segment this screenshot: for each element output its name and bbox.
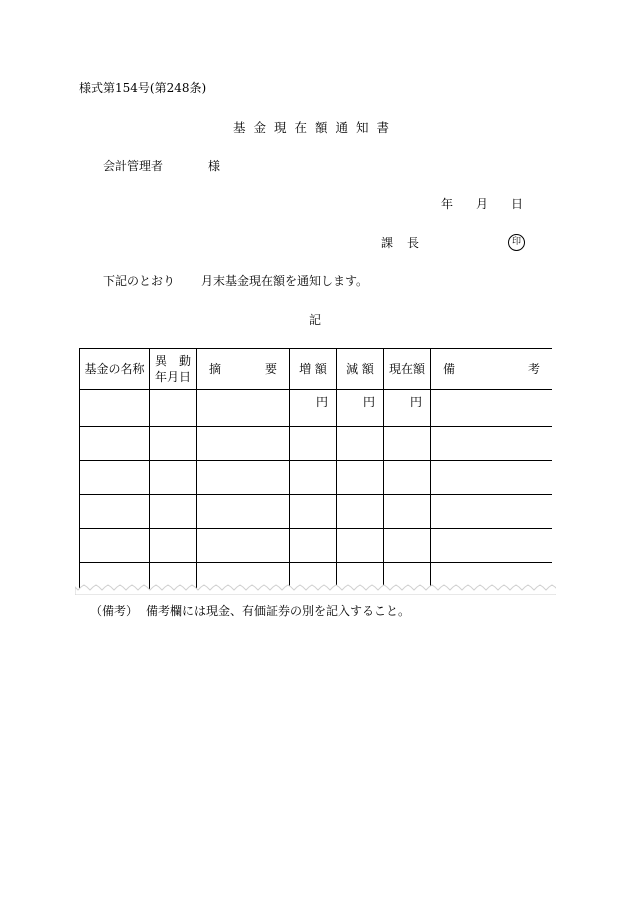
date-day: 日	[511, 197, 524, 211]
footnote-label: （備考）	[90, 604, 139, 618]
header-change-date	[150, 349, 197, 390]
form-number: 様式第154号(第248条)	[79, 81, 207, 95]
table-row	[80, 427, 553, 461]
table-header-row	[80, 349, 553, 390]
table-cell	[80, 495, 150, 529]
date-line	[441, 198, 523, 210]
table-cell	[431, 461, 553, 495]
table-cell	[80, 390, 150, 427]
table-cell	[431, 390, 553, 427]
table-cell	[150, 390, 197, 427]
footnote	[90, 605, 410, 617]
date-month: 月	[476, 197, 489, 211]
table-cell	[197, 427, 290, 461]
table-cell	[337, 495, 384, 529]
header-change-date-bottom: 年月日	[154, 370, 191, 384]
table-cell	[197, 390, 290, 427]
header-summary-left: 摘	[209, 361, 222, 376]
table-cell	[290, 461, 337, 495]
table-cell	[431, 529, 553, 563]
table-cell	[384, 427, 431, 461]
table-cell	[337, 461, 384, 495]
recipient-honorific: 様	[208, 159, 221, 173]
table-cell	[290, 529, 337, 563]
table-cell	[197, 495, 290, 529]
header-current: 現在額	[384, 349, 431, 390]
footnote-text: 備考欄には現金、有価証券の別を記入すること。	[146, 604, 411, 618]
table-row	[80, 390, 553, 427]
fund-table	[79, 348, 552, 590]
table-row	[80, 529, 553, 563]
unit-current: 円	[384, 390, 431, 427]
table-cell	[290, 495, 337, 529]
fund-table-container	[79, 348, 552, 590]
body-text	[103, 275, 368, 287]
recipient-line	[103, 160, 220, 172]
table-cell	[150, 461, 197, 495]
header-summary-right: 要	[264, 361, 277, 376]
table-cell	[384, 529, 431, 563]
section-chief-label: 課長	[381, 236, 434, 250]
document-title: 基金現在額通知書	[232, 120, 397, 135]
table-cell	[384, 461, 431, 495]
table-cell	[431, 427, 553, 461]
header-remarks-left: 備	[443, 361, 456, 376]
table-cell	[431, 495, 553, 529]
date-year: 年	[441, 197, 454, 211]
torn-edge-divider	[75, 583, 556, 595]
table-cell	[150, 427, 197, 461]
unit-increase: 円	[290, 390, 337, 427]
table-cell	[150, 529, 197, 563]
table-cell	[197, 461, 290, 495]
unit-decrease: 円	[337, 390, 384, 427]
header-decrease: 減 額	[337, 349, 384, 390]
seal-mark: 印	[508, 234, 525, 251]
body-prefix: 下記のとおり	[103, 274, 176, 288]
header-remarks	[431, 349, 553, 390]
table-cell	[80, 427, 150, 461]
header-fund-name: 基金の名称	[80, 349, 150, 390]
recipient-name: 会計管理者	[103, 159, 164, 173]
table-cell	[337, 427, 384, 461]
body-suffix: 月末基金現在額を通知します。	[201, 274, 369, 288]
table-cell	[80, 461, 150, 495]
table-cell	[150, 495, 197, 529]
table-cell	[384, 495, 431, 529]
table-cell	[80, 529, 150, 563]
table-cell	[197, 529, 290, 563]
record-heading: 記	[308, 313, 321, 327]
table-row	[80, 461, 553, 495]
table-cell	[290, 427, 337, 461]
header-change-date-top: 異 動	[154, 353, 191, 368]
table-row	[80, 495, 553, 529]
table-cell	[337, 529, 384, 563]
header-summary	[197, 349, 290, 390]
header-increase: 増 額	[290, 349, 337, 390]
header-remarks-right: 考	[527, 361, 540, 376]
